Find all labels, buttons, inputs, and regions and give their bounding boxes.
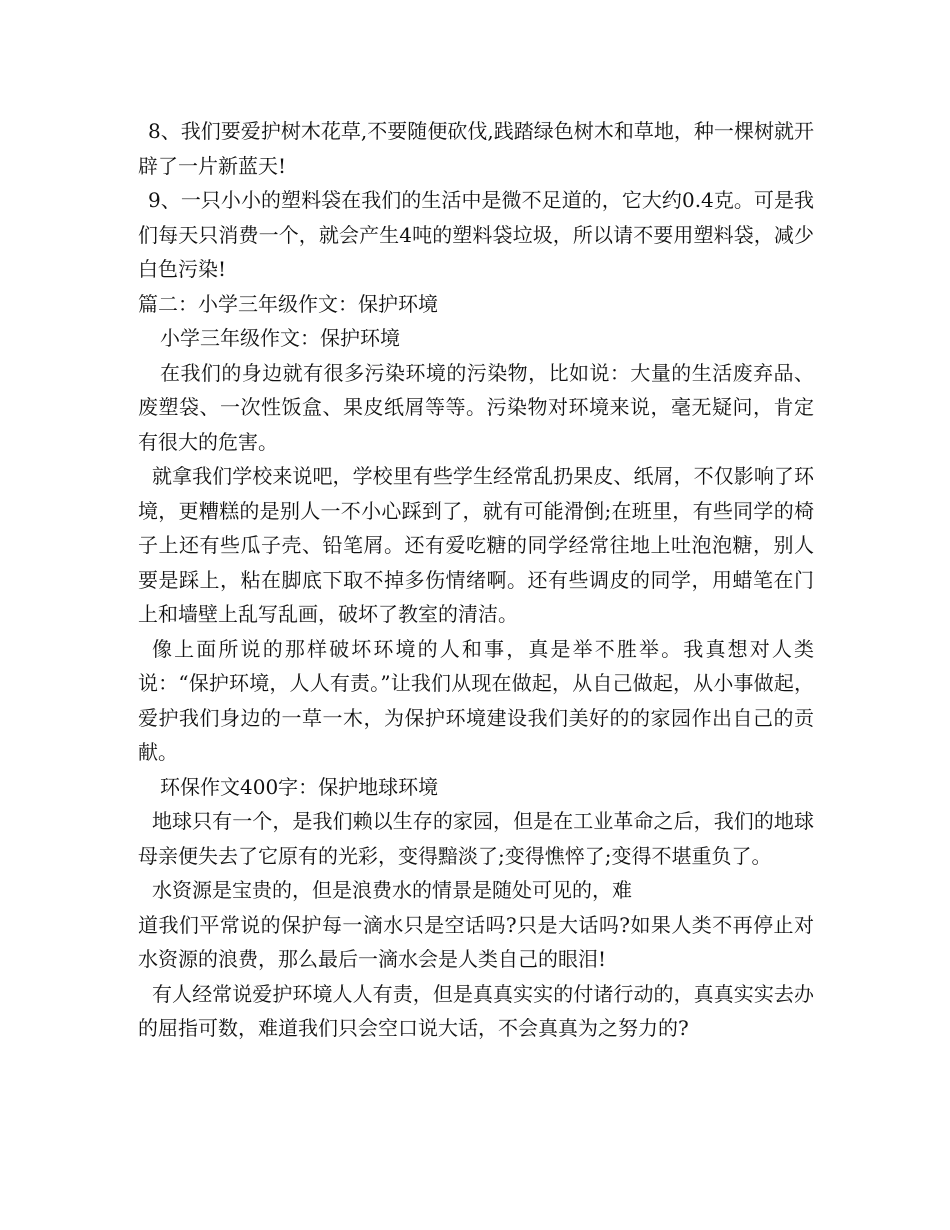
paragraph-call-to-action: 像上面所说的那样破坏环境的人和事，真是举不胜举。我真想对人类说：“保护环境，人人有责。”让我们从现在做起，从自己做起，从小事做起，爱护我们身边的一草一木，为保护环境建设我们美好的的家园作出自己的贡献。 [138,636,814,764]
paragraph-water-resource-continued: 道我们平常说的保护每一滴水只是空话吗?只是大话吗?如果人类不再停止对水资源的浪费，那么最后一滴水会是人类自己的眼泪! [138,912,814,971]
paragraph-responsibility: 有人经常说爱护环境人人有责，但是真真实实的付诸行动的，真真实实去办的屈指可数，难道我们只会空口说大话，不会真真为之努力的? [138,981,814,1040]
paragraph-pollutants: 在我们的身边就有很多污染环境的污染物，比如说：大量的生活废弃品、废塑袋、一次性饭盒、果皮纸屑等等。污染物对环境来说，毫无疑问，肯定有很大的危害。 [138,360,814,454]
document-body [138,114,814,1046]
section-heading-part-two: 篇二：小学三年级作文：保护环境 [138,291,438,316]
paragraph-water-resource-start: 水资源是宝贵的，但是浪费水的情景是随处可见的，难 [152,878,632,902]
paragraph-school-example: 就拿我们学校来说吧，学校里有些学生经常乱扔果皮、纸屑，不仅影响了环境，更糟糕的是别人一不小心踩到了，就有可能滑倒;在班里，有些同学的椅子上还有些瓜子壳、铅笔屑。还有爱吃糖的同学经常往地上吐泡泡糖，别人要是踩上，粘在脚底下取不掉多伤情绪啊。还有些调皮的同学，用蜡笔在门上和墙壁上乱写乱画，破坏了教室的清洁。 [138,464,814,626]
paragraph-earth-home: 地球只有一个，是我们赖以生存的家园，但是在工业革命之后，我们的地球母亲便失去了它原有的光彩，变得黯淡了;变得憔悴了;变得不堪重负了。 [138,809,814,868]
paragraph-item-9: 9、一只小小的塑料袋在我们的生活中是微不足道的，它大约0.4克。可是我们每天只消费一个，就会产生4吨的塑料袋垃圾，所以请不要用塑料袋，减少白色污染! [138,188,814,281]
essay-title-protect-earth: 环保作文400字：保护地球环境 [160,774,439,799]
essay-title-protect-environment: 小学三年级作文：保护环境 [160,326,400,350]
paragraph-item-8: 8、我们要爱护树木花草,不要随便砍伐,践踏绿色树木和草地，种一棵树就开辟了一片新蓝天! [138,119,814,178]
